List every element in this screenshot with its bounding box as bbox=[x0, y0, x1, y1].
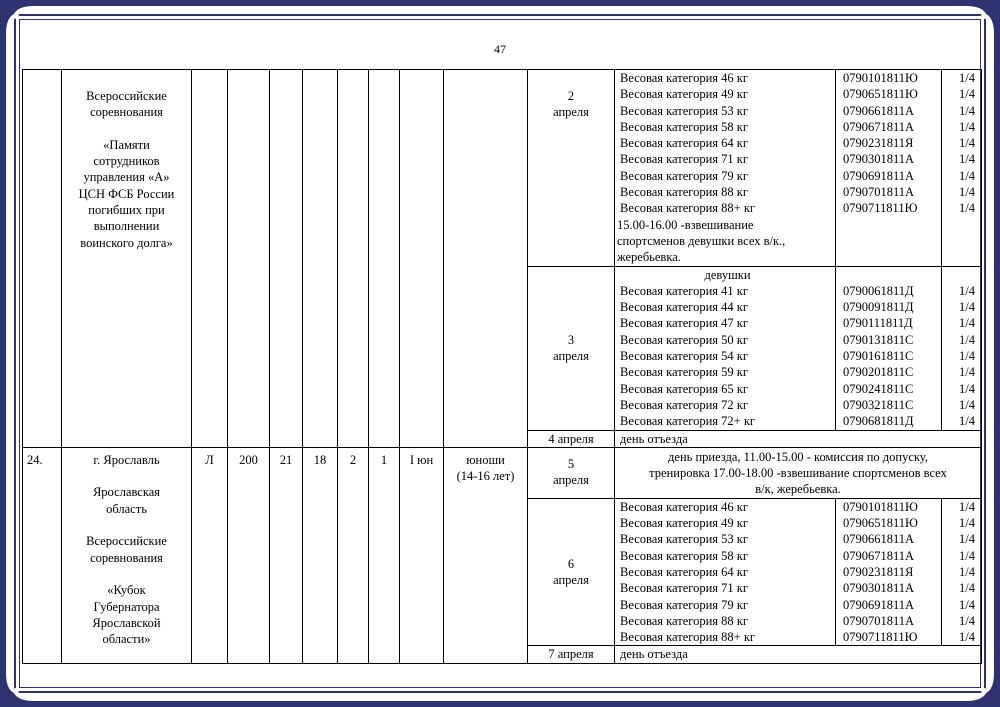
age-group-cell bbox=[444, 447, 528, 663]
discipline-code: 0790651811Ю bbox=[843, 87, 918, 102]
ratio-value: 1/4 bbox=[959, 136, 975, 151]
info-line: тренировка 17.00-18.00 -взвешивание спортсменов всех bbox=[649, 466, 947, 481]
ratio-value: 1/4 bbox=[959, 283, 975, 298]
weight-category: Весовая категория 71 кг bbox=[620, 581, 748, 596]
discipline-code: 0790651811Ю bbox=[843, 516, 918, 531]
ratio-value: 1/4 bbox=[959, 597, 975, 612]
ratio-value: 1/4 bbox=[959, 630, 975, 645]
ratio-value: 1/4 bbox=[959, 185, 975, 200]
ratio-value: 1/4 bbox=[959, 87, 975, 102]
discipline-code: 0790061811Д bbox=[843, 283, 914, 298]
date-line: апреля bbox=[553, 573, 589, 588]
discipline-code: 0790661811А bbox=[843, 532, 915, 547]
event-line: ЦСН ФСБ России bbox=[78, 186, 175, 201]
weights-cell bbox=[615, 70, 836, 267]
date-line: 2 bbox=[567, 89, 575, 103]
discipline-code: 0790131811С bbox=[843, 332, 914, 347]
weight-category: Весовая категория 88+ кг bbox=[620, 630, 756, 645]
weight-category: Весовая категория 53 кг bbox=[620, 532, 748, 547]
ratio-value: 1/4 bbox=[959, 316, 975, 331]
weight-category: Весовая категория 88 кг bbox=[620, 185, 748, 200]
event-line: управления «А» bbox=[83, 170, 170, 185]
date-cell: 7 апреля bbox=[528, 646, 615, 663]
empty-cell bbox=[192, 70, 228, 448]
ratio-value: 1/4 bbox=[959, 397, 975, 412]
age-line: (14-16 лет) bbox=[456, 469, 515, 484]
event-line: «Кубок bbox=[107, 583, 146, 598]
codes-cell bbox=[836, 498, 942, 646]
codes-cell bbox=[836, 70, 942, 267]
corner-ornament-icon bbox=[966, 0, 1000, 34]
weight-category: Весовая категория 47 кг bbox=[620, 316, 748, 331]
date-line: апреля bbox=[553, 473, 589, 488]
empty-cell bbox=[303, 70, 338, 448]
event-line: выполнении bbox=[93, 219, 160, 234]
regions-cell: 21 bbox=[270, 447, 303, 663]
ratio-value: 1/4 bbox=[959, 532, 975, 547]
ratio-value: 1/4 bbox=[959, 201, 975, 216]
date-cell bbox=[528, 266, 615, 430]
empty-cell bbox=[338, 70, 369, 448]
ratio-value: 1/4 bbox=[959, 548, 975, 563]
discipline-code: 0790691811А bbox=[843, 597, 915, 612]
weight-category: Весовая категория 58 кг bbox=[620, 119, 748, 134]
weight-category: Весовая категория 72+ кг bbox=[620, 414, 756, 429]
weight-category: Весовая категория 46 кг bbox=[620, 499, 748, 514]
date-line: 6 bbox=[567, 556, 575, 571]
discipline-code: 0790101811Ю bbox=[843, 71, 918, 85]
weight-category: Весовая категория 49 кг bbox=[620, 87, 748, 102]
ratio-value: 1/4 bbox=[959, 581, 975, 596]
ratio-value: 1/4 bbox=[959, 152, 975, 167]
weight-category: Весовая категория 88 кг bbox=[620, 613, 748, 628]
weight-category: Весовая категория 41 кг bbox=[620, 283, 748, 298]
discipline-code: 0790301811А bbox=[843, 581, 915, 596]
event-line: Всероссийские bbox=[86, 89, 167, 103]
discipline-code: 0790671811А bbox=[843, 548, 915, 563]
discipline-code: 0790321811С bbox=[843, 397, 914, 412]
info-cell: день отъезда bbox=[615, 430, 982, 447]
weight-category: Весовая категория 88+ кг bbox=[620, 201, 756, 216]
weight-category: Весовая категория 54 кг bbox=[620, 349, 748, 364]
schedule-table-wrapper bbox=[22, 69, 981, 664]
date-cell: 4 апреля bbox=[528, 430, 615, 447]
codes-cell bbox=[836, 266, 942, 430]
discipline-code: 0790711811Ю bbox=[843, 201, 918, 216]
ratio-value: 1/4 bbox=[959, 414, 975, 429]
event-line: г. Ярославль bbox=[93, 452, 160, 467]
ratio-value: 1/4 bbox=[959, 168, 975, 183]
participants-cell: 200 bbox=[228, 447, 270, 663]
discipline-code: 0790201811С bbox=[843, 365, 914, 380]
table-row bbox=[23, 70, 982, 267]
row-number: 24. bbox=[23, 447, 62, 663]
page-number: 47 bbox=[494, 42, 506, 56]
group-heading: девушки bbox=[704, 267, 751, 282]
schedule-note: 15.00-16.00 -взвешивание bbox=[617, 217, 754, 232]
date-line: апреля bbox=[553, 105, 589, 120]
event-line: воинского долга» bbox=[80, 235, 173, 250]
ratio-value: 1/4 bbox=[959, 349, 975, 364]
ratios-cell bbox=[942, 266, 982, 430]
sport-type-cell: Л bbox=[192, 447, 228, 663]
weight-category: Весовая категория 65 кг bbox=[620, 381, 748, 396]
event-line: Ярославская bbox=[92, 485, 161, 500]
ratio-value: 1/4 bbox=[959, 332, 975, 347]
weight-category: Весовая категория 72 кг bbox=[620, 397, 748, 412]
weight-category: Весовая категория 59 кг bbox=[620, 365, 748, 380]
discipline-code: 0790711811Ю bbox=[843, 630, 918, 645]
athletes-cell: 18 bbox=[303, 447, 338, 663]
date-line: апреля bbox=[553, 349, 589, 364]
discipline-code: 0790231811Я bbox=[843, 136, 914, 151]
discipline-code: 0790661811А bbox=[843, 103, 915, 118]
discipline-code: 0790231811Я bbox=[843, 564, 914, 579]
age-line: юноши bbox=[466, 452, 505, 467]
weights-cell bbox=[615, 498, 836, 646]
weights-cell bbox=[615, 266, 836, 430]
weight-category: Весовая категория 44 кг bbox=[620, 300, 748, 315]
judges-cell: 1 bbox=[369, 447, 400, 663]
info-line: день приезда, 11.00-15.00 - комиссия по допуску, bbox=[668, 449, 928, 464]
ratio-value: 1/4 bbox=[959, 499, 975, 514]
event-cell bbox=[62, 447, 192, 663]
ratio-value: 1/4 bbox=[959, 300, 975, 315]
discipline-code: 0790101811Ю bbox=[843, 499, 918, 514]
ratio-value: 1/4 bbox=[959, 119, 975, 134]
discipline-code: 0790091811Д bbox=[843, 300, 914, 315]
event-line: Губернатора bbox=[93, 599, 160, 614]
ratios-cell bbox=[942, 498, 982, 646]
weight-category: Весовая категория 79 кг bbox=[620, 168, 748, 183]
discipline-code: 0790691811А bbox=[843, 168, 915, 183]
discipline-code: 0790161811С bbox=[843, 349, 914, 364]
discipline-code: 0790701811А bbox=[843, 613, 915, 628]
row-number bbox=[23, 70, 62, 448]
discipline-code: 0790681811Д bbox=[843, 414, 914, 429]
weight-category: Весовая категория 46 кг bbox=[620, 71, 748, 85]
event-line: области» bbox=[102, 632, 151, 647]
discipline-code: 0790671811А bbox=[843, 119, 915, 134]
empty-cell bbox=[369, 70, 400, 448]
discipline-code: 0790701811А bbox=[843, 185, 915, 200]
corner-ornament-icon bbox=[0, 673, 34, 707]
discipline-code: 0790111811Д bbox=[843, 316, 913, 331]
ratio-value: 1/4 bbox=[959, 516, 975, 531]
event-line: «Памяти bbox=[103, 137, 150, 152]
date-line: 5 bbox=[567, 456, 575, 471]
ratio-value: 1/4 bbox=[959, 71, 975, 85]
empty-cell bbox=[270, 70, 303, 448]
ratio-value: 1/4 bbox=[959, 564, 975, 579]
ratio-value: 1/4 bbox=[959, 613, 975, 628]
weight-category: Весовая категория 79 кг bbox=[620, 597, 748, 612]
weight-category: Весовая категория 64 кг bbox=[620, 564, 748, 579]
ratios-cell bbox=[942, 70, 982, 267]
event-line: Ярославской bbox=[92, 615, 161, 630]
info-cell: день отъезда bbox=[615, 646, 982, 663]
event-line: Всероссийские bbox=[86, 534, 167, 549]
event-line: сотрудников bbox=[93, 154, 160, 169]
event-line: соревнования bbox=[90, 550, 163, 565]
weight-category: Весовая категория 53 кг bbox=[620, 103, 748, 118]
weight-category: Весовая категория 71 кг bbox=[620, 152, 748, 167]
event-line: соревнования bbox=[90, 105, 163, 120]
date-cell bbox=[528, 447, 615, 498]
table-row bbox=[23, 447, 982, 498]
corner-ornament-icon bbox=[966, 673, 1000, 707]
event-cell bbox=[62, 70, 192, 448]
weight-category: Весовая категория 50 кг bbox=[620, 332, 748, 347]
ratio-value: 1/4 bbox=[959, 381, 975, 396]
corner-ornament-icon bbox=[0, 0, 34, 34]
coaches-cell: 2 bbox=[338, 447, 369, 663]
schedule-note: жеребьевка. bbox=[617, 250, 681, 265]
discipline-code: 0790241811С bbox=[843, 381, 914, 396]
weight-category: Весовая категория 49 кг bbox=[620, 516, 748, 531]
event-line: область bbox=[106, 501, 147, 516]
info-cell bbox=[615, 447, 982, 498]
schedule-note: спортсменов девушки всех в/к., bbox=[617, 233, 786, 248]
discipline-code: 0790301811А bbox=[843, 152, 915, 167]
info-line: в/к, жеребьевка. bbox=[755, 482, 841, 497]
event-line: погибших при bbox=[88, 203, 165, 218]
empty-cell bbox=[444, 70, 528, 448]
weight-category: Весовая категория 58 кг bbox=[620, 548, 748, 563]
ratio-value: 1/4 bbox=[959, 103, 975, 118]
rank-cell: I юн bbox=[400, 447, 444, 663]
empty-cell bbox=[400, 70, 444, 448]
empty-cell bbox=[228, 70, 270, 448]
date-cell bbox=[528, 70, 615, 267]
weight-category: Весовая категория 64 кг bbox=[620, 136, 748, 151]
ratio-value: 1/4 bbox=[959, 365, 975, 380]
date-line: 3 bbox=[567, 332, 575, 347]
date-cell bbox=[528, 498, 615, 646]
schedule-table bbox=[22, 69, 982, 664]
